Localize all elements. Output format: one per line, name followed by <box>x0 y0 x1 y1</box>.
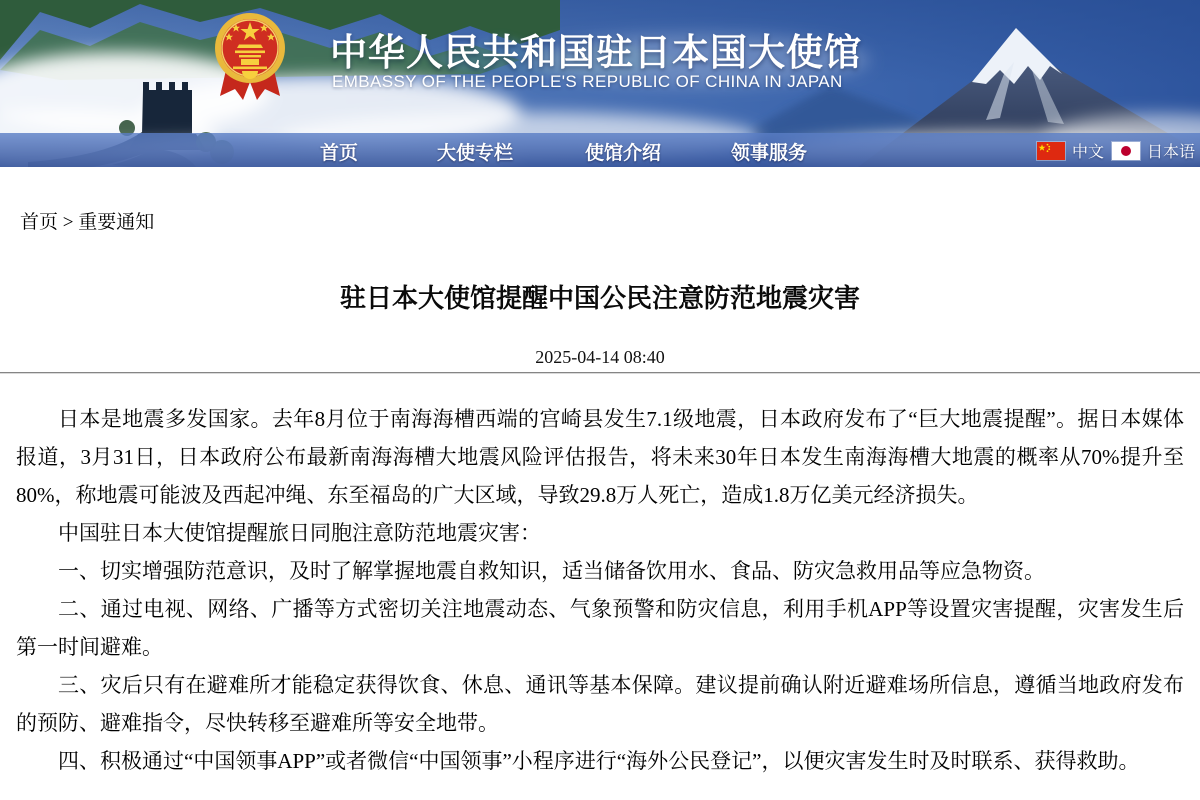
breadcrumb-home-link[interactable]: 首页 <box>20 212 59 233</box>
nav-item-ambassador-column[interactable]: 大使专栏 <box>437 143 514 164</box>
nav-item-consular-services[interactable]: 领事服务 <box>731 143 808 164</box>
paragraph: 日本是地震多发国家。去年8月位于南海海槽西端的宫崎县发生7.1级地震，日本政府发布了“巨大地震提醒”。据日本媒体报道，3月31日，日本政府公布最新南海海槽大地震风险评估报告，将未来30年日本发生南海海槽大地震的概率从70%提升至80%，称地震可能波及西起冲绳、东至福岛的广大区域，导致29.8万人死亡，造成1.8万亿美元经济损失。 <box>16 407 1184 507</box>
breadcrumb-separator: > <box>58 212 79 233</box>
nav-item-embassy-intro[interactable]: 使馆介绍 <box>585 143 662 164</box>
article <box>0 282 1200 800</box>
china-flag-icon <box>1037 142 1065 160</box>
article-date: 2025-04-14 08:40 <box>535 347 665 367</box>
article-body <box>0 382 1200 800</box>
paragraph: 一、切实增强防范意识，及时了解掌握地震自救知识，适当储备饮用水、食品、防灾急救用品等应急物资。 <box>58 559 1045 583</box>
site-header <box>0 0 1200 167</box>
language-label-japanese: 日本语 <box>1147 144 1196 161</box>
breadcrumb-current: 重要通知 <box>78 212 155 233</box>
breadcrumb <box>20 207 1200 234</box>
japan-flag-icon <box>1112 142 1140 160</box>
national-emblem-icon <box>212 10 288 102</box>
article-title: 驻日本大使馆提醒中国公民注意防范地震灾害 <box>339 284 860 313</box>
paragraph: 四、积极通过“中国领事APP”或者微信“中国领事”小程序进行“海外公民登记”，以便灾害发生时及时联系、获得救助。 <box>58 749 1140 773</box>
language-option-japanese[interactable] <box>1112 139 1195 162</box>
nav-item-home[interactable]: 首页 <box>320 143 359 164</box>
paragraph: 三、灾后只有在避难所才能稳定获得饮食、休息、通讯等基本保障。建议提前确认附近避难场所信息，遵循当地政府发布的预防、避难指令，尽快转移至避难所等安全地带。 <box>16 673 1184 735</box>
paragraph: 中国驻日本大使馆提醒旅日同胞注意防范地震灾害： <box>58 521 541 545</box>
paragraph: 二、通过电视、网络、广播等方式密切关注地震动态、气象预警和防灾信息，利用手机APP等设置灾害提醒，灾害发生后第一时间避难。 <box>16 597 1184 659</box>
divider <box>0 372 1200 374</box>
site-title: 中华人民共和国驻日本国大使馆 <box>330 32 862 73</box>
language-label-chinese: 中文 <box>1072 144 1105 161</box>
language-option-chinese[interactable] <box>1037 139 1104 162</box>
site-subtitle: EMBASSY OF THE PEOPLE'S REPUBLIC OF CHINA IN JAPAN <box>332 72 843 91</box>
